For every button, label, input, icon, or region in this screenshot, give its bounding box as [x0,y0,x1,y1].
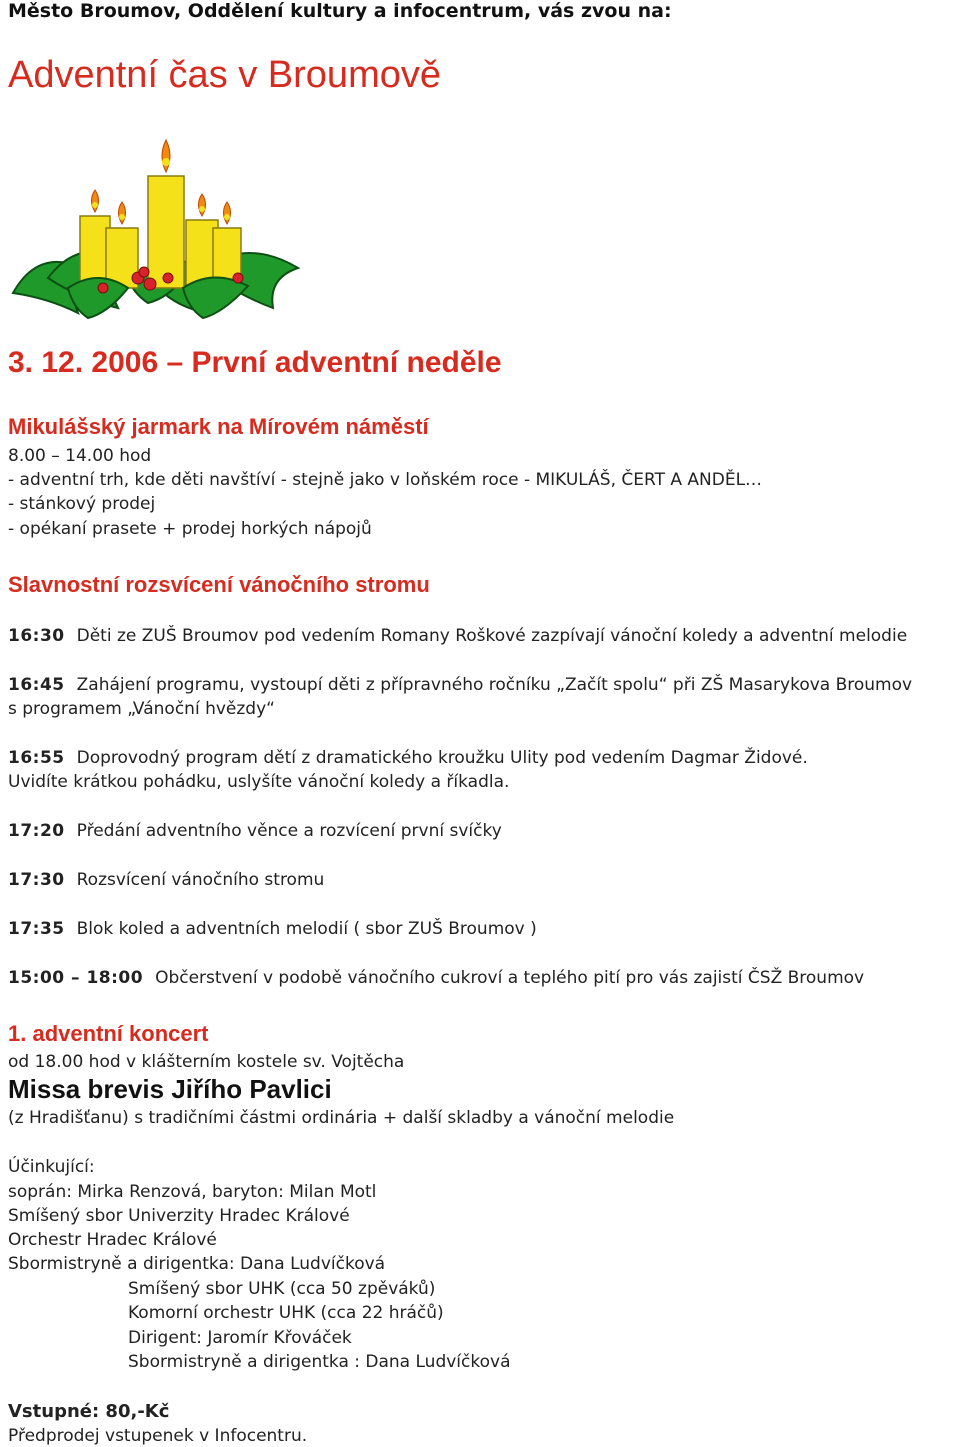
program-row [8,748,808,768]
program-continuation: Uvidíte krátkou pohádku, uslyšíte vánoční koledy a říkadla. [8,772,510,792]
performer: Smíšený sbor Univerzity Hradec Králové [8,1206,350,1226]
concert-work: Missa brevis Jiřího Pavlici [8,1074,332,1104]
concert-heading: 1. adventní koncert [8,1021,209,1046]
advent-candles-icon [8,128,308,320]
program-text: Blok koled a adventních melodií ( sbor ZUŠ Broumov ) [76,919,537,939]
program-row [8,870,324,890]
intro-text: Město Broumov, Oddělení kultury a infocentrum, vás zvou na: [8,0,672,22]
program-time: 16:45 [8,675,65,695]
performer-indented: Sbormistryně a dirigentka : Dana Ludvíčková [128,1352,511,1372]
program-time: 17:35 [8,919,65,939]
program-text: Předání adventního věnce a rozvícení první svíčky [76,821,502,841]
performer: Orchestr Hradec Králové [8,1230,217,1250]
program-row [8,821,502,841]
market-item: - stánkový prodej [8,494,156,514]
performers-label: Účinkující: [8,1157,95,1177]
program-time: 17:20 [8,821,65,841]
market-item: - opékaní prasete + prodej horkých nápojů [8,519,372,539]
market-time: 8.00 – 14.00 hod [8,446,152,466]
market-item: - adventní trh, kde děti navštíví - stejně jako v loňském roce - MIKULÁŠ, ČERT A ANDĚL… [8,470,763,490]
performer: Sbormistryně a dirigentka: Dana Ludvíčková [8,1254,386,1274]
date-title: 3. 12. 2006 – První adventní neděle [8,346,502,379]
program-text: Děti ze ZUŠ Broumov pod vedením Romany Roškové zazpívají vánoční koledy a adventní melodie [76,626,908,646]
program-row [8,919,537,939]
performer-indented: Komorní orchestr UHK (cca 22 hráčů) [128,1303,444,1323]
program-time: 15:00 – 18:00 [8,968,144,988]
program-time: 16:55 [8,748,65,768]
concert-work-note: (z Hradišťanu) s tradičními částmi ordinária + další skladby a vánoční melodie [8,1108,675,1128]
program-row [8,968,864,988]
market-heading: Mikulášský jarmark na Mírovém náměstí [8,414,429,439]
presale-note: Předprodej vstupenek v Infocentru. [8,1426,308,1446]
performer-indented: Dirigent: Jaromír Křováček [128,1328,352,1348]
program-row [8,626,907,646]
concert-when: od 18.00 hod v klášterním kostele sv. Vojtěcha [8,1052,405,1072]
program-continuation: s programem „Vánoční hvězdy“ [8,699,275,719]
program-row [8,675,912,695]
performer-indented: Smíšený sbor UHK (cca 50 zpěváků) [128,1279,436,1299]
program-text: Rozsvícení vánočního stromu [76,870,325,890]
entry-fee: Vstupné: 80,-Kč [8,1401,170,1422]
tree-heading: Slavnostní rozsvícení vánočního stromu [8,572,430,597]
program-time: 16:30 [8,626,65,646]
program-text: Zahájení programu, vystoupí děti z přípravného ročníku „Začít spolu“ při ZŠ Masarykova Broumov [76,675,913,695]
page-title: Adventní čas v Broumově [8,54,441,96]
program-text: Doprovodný program dětí z dramatického kroužku Ulity pod vedením Dagmar Židové. [76,748,808,768]
program-text: Občerstvení v podobě vánočního cukroví a teplého pití pro vás zajistí ČSŽ Broumov [155,968,865,988]
program-time: 17:30 [8,870,65,890]
performer: soprán: Mirka Renzová, baryton: Milan Motl [8,1182,377,1202]
